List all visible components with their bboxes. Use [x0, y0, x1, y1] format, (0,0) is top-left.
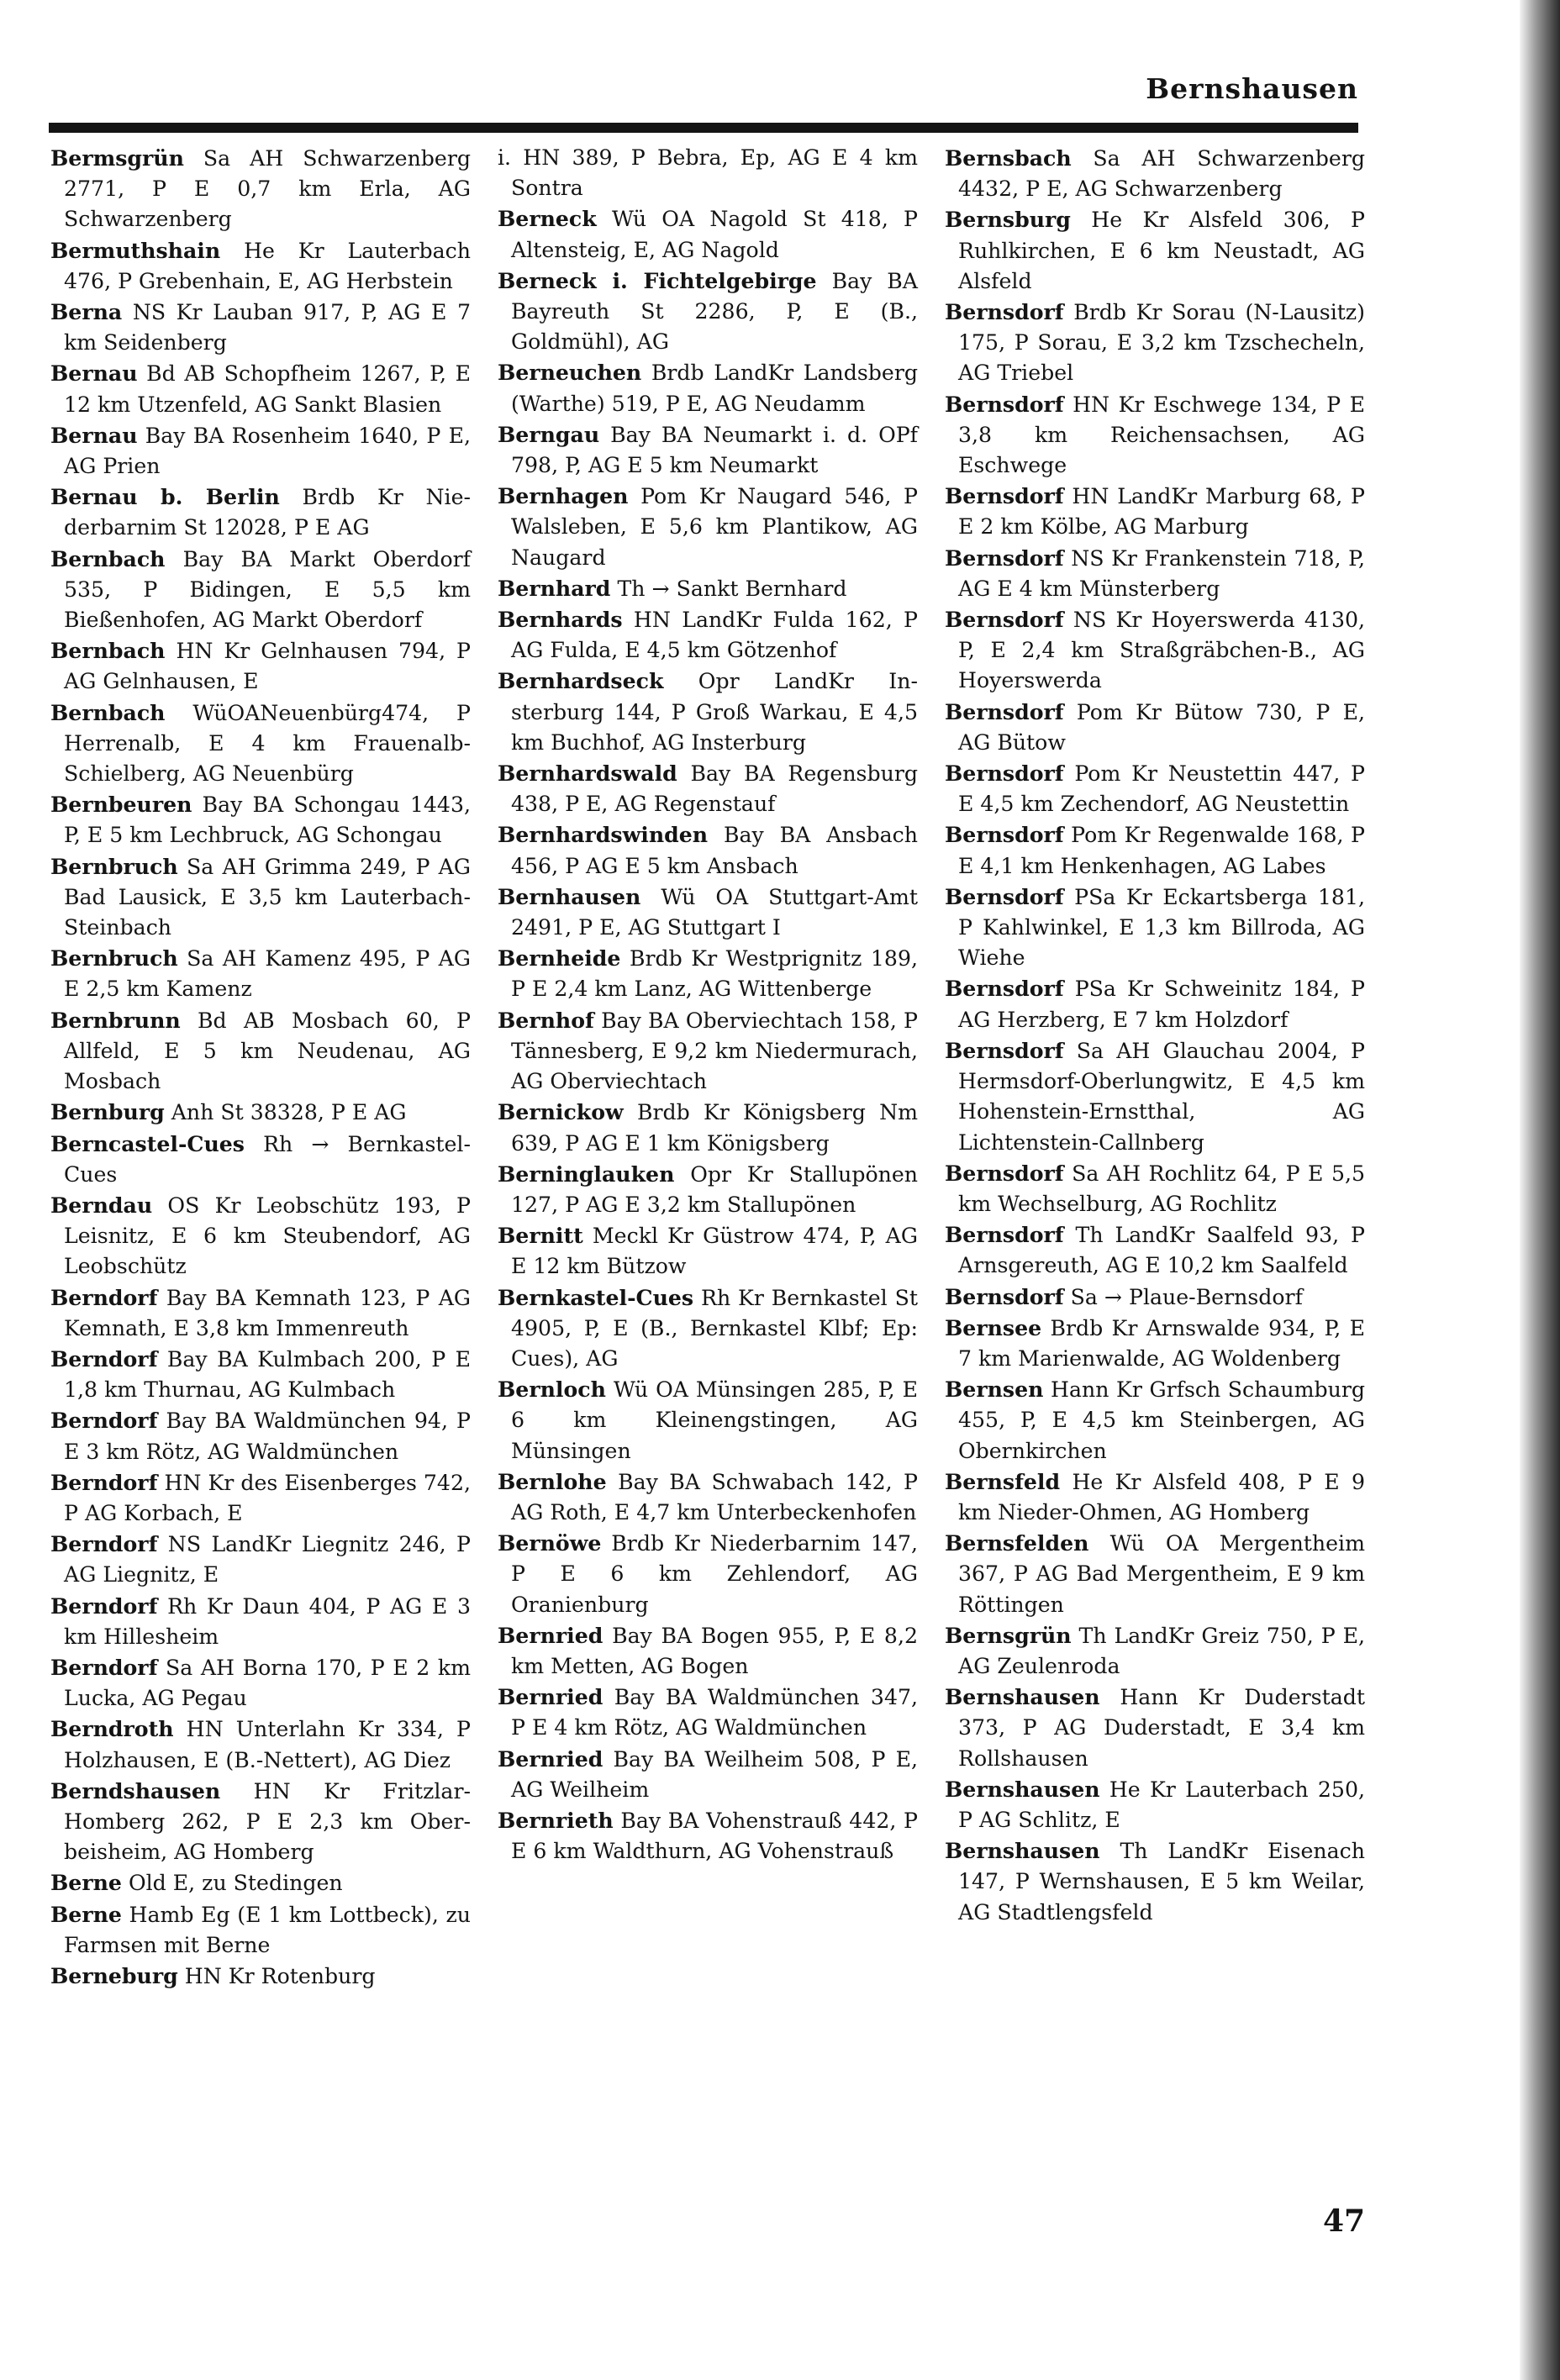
- entry-text: Wü OA Stuttgart-Amt 2491, P E, AG Stuttgart I: [511, 884, 918, 940]
- entry-text: Rh → Bernkastel-Cues: [64, 1131, 472, 1187]
- entry-headword: Bernrieth: [498, 1807, 614, 1833]
- entry-text: Brdb Kr Niederbarnim 147, P E 6 km Zehlendorf, AG Oranienburg: [511, 1531, 918, 1617]
- entry-headword: Bernried: [498, 1746, 603, 1772]
- entry-headword: Bernkastel-Cues: [498, 1284, 694, 1310]
- entry-text: Old E, zu Stedingen: [128, 1871, 343, 1896]
- gazetteer-entry: [50, 789, 471, 850]
- gazetteer-entry: [50, 943, 471, 1004]
- gazetteer-entry: [945, 1374, 1365, 1466]
- entry-text: Bd AB Mosbach 60, P Allfeld, E 5 km Neudenau, AG Mosbach: [64, 1008, 471, 1094]
- gazetteer-entry: [50, 1591, 471, 1652]
- entry-text: PSa Kr Eckartsberga 181, P Kahlwinkel, E 1,3 km Billroda, AG Wiehe: [958, 884, 1365, 971]
- entry-text: Bay BA Kemnath 123, P AG Kemnath, E 3,8 km Immenreuth: [64, 1285, 471, 1340]
- gazetteer-entry: [945, 543, 1365, 604]
- entry-text: i. HN 389, P Bebra, Ep, AG E 4 km Sontra: [498, 145, 918, 201]
- entry-text: Bay BA Ansbach 456, P AG E 5 km Ansbach: [511, 823, 918, 878]
- entry-headword: Bernitt: [498, 1223, 583, 1249]
- gazetteer-entry: [945, 1620, 1365, 1682]
- entry-text: Bay BA Schwabach 142, P AG Roth, E 4,7 km Unterbeckenhofen: [511, 1469, 919, 1524]
- entry-headword: Bernhof: [498, 1007, 594, 1033]
- gazetteer-entry: [498, 758, 918, 819]
- gazetteer-entry: [50, 851, 471, 944]
- entry-headword: Bernbach: [50, 699, 166, 725]
- gazetteer-entry: [498, 943, 918, 1004]
- entry-headword: Berne: [50, 1901, 122, 1927]
- entry-text: Hann Kr Duderstadt 373, P AG Duderstadt, E 3,4 km Rollshausen: [958, 1685, 1365, 1771]
- entry-headword: Bernsfeld: [945, 1468, 1061, 1494]
- gazetteer-entry: [50, 1529, 471, 1590]
- entry-text: Rh Kr Daun 404, P AG E 3 km Hillesheim: [64, 1593, 471, 1649]
- entry-headword: Bernsdorf: [945, 1222, 1064, 1248]
- gazetteer-entry: [498, 1282, 918, 1375]
- gazetteer-entry: [945, 1682, 1365, 1774]
- entry-headword: Bernbeuren: [50, 792, 192, 818]
- entry-headword: Bernickow: [498, 1099, 624, 1125]
- gazetteer-entry: [50, 1776, 471, 1868]
- entry-text: Meckl Kr Güstrow 474, P, AG E 12 km Bützow: [511, 1224, 918, 1279]
- entry-headword: Bernshausen: [945, 1838, 1100, 1864]
- entry-headword: Bernsdorf: [945, 761, 1064, 787]
- entry-headword: Bernsdorf: [945, 976, 1064, 1002]
- entry-text: Hann Kr Grfsch Schaumburg 455, P, E 4,5 km Steinbergen, AG Obernkirchen: [958, 1377, 1365, 1463]
- gazetteer-entry: [498, 1620, 918, 1682]
- gazetteer-entry: [945, 1466, 1365, 1528]
- entry-text: Pom Kr Naugard 546, P Walsleben, E 5,6 km Plantikow, AG Naugard: [511, 484, 919, 570]
- gazetteer-entry: [50, 297, 471, 358]
- gazetteer-entry: [50, 420, 471, 482]
- gazetteer-entry: [50, 1467, 471, 1529]
- entry-headword: Berndorf: [50, 1654, 158, 1680]
- entry-headword: Bernbach: [50, 545, 166, 571]
- entry-headword: Bernbach: [50, 638, 166, 664]
- entry-headword: Bernsdorf: [945, 822, 1064, 848]
- entry-text: Th → Sankt Bernhard: [617, 576, 847, 601]
- entry-text: HN Kr Fritzlar-Homberg 262, P E 2,3 km Oberbeisheim, AG Homberg: [64, 1778, 471, 1865]
- gazetteer-entry: [50, 1344, 471, 1405]
- gazetteer-entry: [945, 973, 1365, 1035]
- entry-text: NS Kr Lauban 917, P, AG E 7 km Seidenberg: [64, 300, 471, 355]
- gazetteer-entry: [945, 389, 1365, 482]
- gazetteer-entry: [945, 697, 1365, 758]
- running-head: Bernshausen: [1146, 72, 1358, 105]
- entry-headword: Berndorf: [50, 1408, 158, 1434]
- gazetteer-entry: [945, 1158, 1365, 1219]
- gazetteer-entry: [498, 604, 918, 666]
- gazetteer-entry: [498, 666, 918, 758]
- gazetteer-entry: [50, 1005, 471, 1098]
- gazetteer-entry: [498, 419, 918, 481]
- entry-text: Bay BA Vohenstrauß 442, P E 6 km Waldthurn, AG Vohenstrauß: [511, 1808, 918, 1864]
- entry-text: He Kr Lauterbach 250, P AG Schlitz, E: [958, 1777, 1365, 1832]
- gazetteer-entry: [498, 481, 918, 573]
- entry-headword: Bernsgrün: [945, 1622, 1072, 1648]
- entry-text: HN Kr Rotenburg: [184, 1963, 376, 1988]
- gazetteer-entry: [945, 1035, 1365, 1158]
- header-rule: [49, 123, 1358, 133]
- entry-headword: Berndorf: [50, 1593, 158, 1619]
- entry-headword: Bernhards: [498, 607, 623, 633]
- entry-headword: Bernried: [498, 1622, 603, 1648]
- entry-headword: Bernau: [50, 361, 138, 387]
- gazetteer-entry: [498, 1097, 918, 1158]
- entry-headword: Berneburg: [50, 1962, 178, 1988]
- entry-text: Sa AH Borna 170, P E 2 km Lucka, AG Pegau: [64, 1655, 471, 1711]
- entry-headword: Bernhardswinden: [498, 822, 709, 848]
- entry-text: Pom Kr Neustettin 447, P E 4,5 km Zechendorf, AG Neustettin: [958, 761, 1365, 817]
- gazetteer-entry: [50, 1097, 471, 1128]
- entry-headword: Bernshausen: [945, 1776, 1100, 1802]
- entry-headword: Bernsburg: [945, 207, 1071, 233]
- entry-headword: Berndorf: [50, 1345, 158, 1372]
- entry-headword: Berneck: [498, 206, 597, 232]
- entry-text: Brdb LandKr Landsberg (Warthe) 519, P E, AG Neudamm: [511, 361, 918, 416]
- gazetteer-entry: [498, 573, 918, 604]
- entry-text: Rh Kr Bernkastel St 4905, P, E (B., Bernkastel Klbf; Ep: Cues), AG: [511, 1285, 918, 1371]
- entry-headword: Bernshausen: [945, 1684, 1100, 1710]
- entry-headword: Bernsdorf: [945, 483, 1064, 509]
- entry-headword: Berncastel-Cues: [50, 1130, 245, 1156]
- entry-headword: Berngau: [498, 421, 600, 447]
- entry-headword: Bernhausen: [498, 883, 641, 909]
- entry-text: Sa AH Grimma 249, P AG Bad Lausick, E 3,5 km Lauterbach-Steinbach: [64, 854, 471, 940]
- gazetteer-entry: [50, 1867, 471, 1898]
- gazetteer-entry: [50, 1282, 471, 1344]
- gazetteer-column-2: [498, 143, 918, 1867]
- entry-text: Brdb Kr Westprignitz 189, P E 2,4 km Lanz, AG Wittenberge: [511, 946, 918, 1002]
- entry-headword: Berninglauken: [498, 1161, 675, 1187]
- entry-headword: Bernau b. Berlin: [50, 484, 280, 510]
- gazetteer-entry: [50, 482, 471, 543]
- gazetteer-entry: [498, 1005, 918, 1098]
- entry-text: Hamb Eg (E 1 km Lottbeck), zu Farmsen mit Berne: [64, 1902, 471, 1957]
- entry-headword: Bernlohe: [498, 1468, 607, 1494]
- entry-headword: Bernbruch: [50, 853, 178, 879]
- entry-text: Th LandKr Greiz 750, P E, AG Zeulenroda: [958, 1623, 1365, 1678]
- entry-text: Pom Kr Regenwalde 168, P E 4,1 km Henkenhagen, AG Labes: [958, 823, 1365, 878]
- entry-headword: Bernbruch: [50, 945, 178, 971]
- entry-headword: Bernau: [50, 422, 138, 448]
- entry-headword: Bernburg: [50, 1099, 165, 1125]
- entry-headword: Bermsgrün: [50, 145, 184, 171]
- entry-headword: Bernsdorf: [945, 545, 1064, 571]
- entry-headword: Bernried: [498, 1684, 603, 1710]
- gazetteer-entry: [498, 266, 918, 358]
- entry-headword: Bernsdorf: [945, 883, 1064, 909]
- entry-headword: Bernsbach: [945, 145, 1072, 171]
- entry-text: HN LandKr Fulda 162, P AG Fulda, E 4,5 km Götzenhof: [511, 608, 918, 663]
- entry-headword: Bernhard: [498, 575, 611, 601]
- gazetteer-entry: [498, 1682, 918, 1743]
- entry-text: Sa AH Kamenz 495, P AG E 2,5 km Kamenz: [64, 946, 471, 1002]
- entry-text: Bay BA Regensburg 438, P E, AG Regenstauf: [511, 761, 918, 817]
- entry-headword: Bernheide: [498, 945, 621, 971]
- entry-headword: Bernsdorf: [945, 1037, 1064, 1063]
- gazetteer-entry: [498, 1528, 918, 1620]
- gazetteer-entry: [50, 235, 471, 297]
- entry-headword: Bernsdorf: [945, 698, 1064, 724]
- entry-text: Th LandKr Eisenach 147, P Wernshausen, E 5 km Weilar, AG Stadtlengsfeld: [958, 1839, 1365, 1925]
- gazetteer-entry: [498, 143, 918, 203]
- entry-headword: Berndshausen: [50, 1777, 221, 1803]
- entry-headword: Berna: [50, 299, 123, 325]
- gazetteer-entry: [498, 1374, 918, 1466]
- entry-headword: Bernhagen: [498, 483, 629, 509]
- entry-headword: Berndorf: [50, 1469, 158, 1495]
- entry-headword: Bernhardswald: [498, 761, 677, 787]
- entry-text: HN Kr Eschwege 134, P E 3,8 km Reichensachsen, AG Eschwege: [958, 392, 1365, 478]
- entry-text: Sa → Plaue-Bernsdorf: [1070, 1284, 1303, 1309]
- entry-text: NS Kr Hoyerswerda 4130, P, E 2,4 km Straßgräbchen-B., AG Hoyerswerda: [958, 608, 1366, 693]
- gazetteer-entry: [50, 143, 471, 235]
- gazetteer-entry: [945, 204, 1365, 297]
- entry-text: Pom Kr Bütow 730, P E, AG Bütow: [958, 699, 1365, 755]
- entry-text: WüOANeuenbürg474, P Herrenalb, E 4 km Frauenalb-Schielberg, AG Neuenbürg: [64, 700, 471, 787]
- gazetteer-entry: [945, 1219, 1365, 1281]
- entry-text: Brdb Kr Sorau (N-Lausitz) 175, P Sorau, E 3,2 km Tzschecheln, AG Triebel: [958, 300, 1365, 386]
- gazetteer-entry: [50, 1190, 471, 1282]
- entry-headword: Bernsfelden: [945, 1530, 1089, 1556]
- entry-text: Bay BA Weilheim 508, P E, AG Weilheim: [511, 1746, 918, 1802]
- entry-text: Bay BA Oberviechtach 158, P Tännesberg, E 9,2 km Niedermurach, AG Oberviechtach: [511, 1008, 919, 1094]
- gazetteer-entry: [945, 1528, 1365, 1620]
- entry-headword: Bernsen: [945, 1377, 1044, 1403]
- gazetteer-entry: [945, 604, 1365, 697]
- entry-text: Bd AB Schopfheim 1267, P, E 12 km Utzenfeld, AG Sankt Blasien: [64, 361, 471, 417]
- gazetteer-entry: [50, 1961, 471, 1992]
- gazetteer-entry: [50, 1129, 471, 1190]
- entry-text: Sa AH Glauchau 2004, P Hermsdorf-Oberlungwitz, E 4,5 km Hohenstein-Ernstthal, AG Lichtenstein-Callnberg: [958, 1038, 1365, 1155]
- gazetteer-entry: [945, 758, 1365, 819]
- entry-headword: Berneck i. Fichtelgebirge: [498, 267, 817, 293]
- entry-text: Bay BA Bayreuth St 2286, P, E (B., Goldmühl), AG: [511, 268, 918, 355]
- entry-headword: Bernloch: [498, 1377, 606, 1403]
- gazetteer-entry: [498, 882, 918, 943]
- gazetteer-entry: [945, 1835, 1365, 1928]
- gazetteer-entry: [498, 203, 918, 265]
- entry-text: He Kr Alsfeld 408, P E 9 km Nieder-Ohmen, AG Homberg: [958, 1469, 1365, 1524]
- entry-text: Anh St 38328, P E AG: [171, 1100, 407, 1125]
- entry-headword: Bernsdorf: [945, 607, 1064, 633]
- gazetteer-entry: [498, 1744, 918, 1805]
- entry-text: Bay BA Waldmünchen 347, P E 4 km Rötz, AG Waldmünchen: [511, 1685, 918, 1740]
- entry-text: Bay BA Kulmbach 200, P E 1,8 km Thurnau, AG Kulmbach: [64, 1346, 471, 1403]
- entry-headword: Berneuchen: [498, 360, 642, 386]
- entry-text: Brdb Kr Arnswalde 934, P, E 7 km Marienwalde, AG Woldenberg: [958, 1315, 1365, 1371]
- gazetteer-entry: [945, 882, 1365, 974]
- gazetteer-entry: [50, 544, 471, 636]
- gazetteer-entry: [50, 635, 471, 697]
- page-number: 47: [1323, 2204, 1366, 2239]
- entry-text: Wü OA Mergentheim 367, P AG Bad Mergentheim, E 9 km Röttingen: [958, 1531, 1365, 1617]
- gazetteer-column-3: [945, 143, 1365, 1928]
- entry-text: Wü OA Münsingen 285, P, E 6 km Kleinengstingen, AG Münsingen: [511, 1377, 918, 1463]
- gazetteer-column-1: [50, 143, 471, 1992]
- gazetteer-entry: [50, 1652, 471, 1714]
- entry-text: Brdb Kr Niederbarnim St 12028, P E AG: [64, 485, 471, 540]
- entry-text: Sa AH Rochlitz 64, P E 5,5 km Wechselburg, AG Rochlitz: [958, 1161, 1365, 1216]
- entry-headword: Bernsdorf: [945, 391, 1064, 417]
- gazetteer-entry: [498, 1159, 918, 1220]
- entry-text: Bay BA Rosenheim 1640, P E, AG Prien: [64, 423, 471, 479]
- gazetteer-entry: [945, 819, 1365, 881]
- entry-text: He Kr Alsfeld 306, P Ruhlkirchen, E 6 km Neustadt, AG Alsfeld: [958, 208, 1365, 293]
- entry-headword: Berndorf: [50, 1531, 158, 1557]
- gazetteer-entry: [498, 819, 918, 881]
- entry-headword: Berndau: [50, 1192, 153, 1218]
- entry-text: Opr LandKr Insterburg 144, P Groß Warkau, E 4,5 km Buchhof, AG Insterburg: [511, 669, 918, 755]
- entry-text: Bay BA Schongau 1443, P, E 5 km Lechbruck, AG Schongau: [64, 792, 471, 848]
- gazetteer-entry: [498, 357, 918, 419]
- entry-text: HN Kr des Eisenberges 742, P AG Korbach, E: [64, 1470, 471, 1525]
- entry-text: Bay BA Bogen 955, P, E 8,2 km Metten, AG Bogen: [511, 1623, 918, 1678]
- entry-text: Brdb Kr Königsberg Nm 639, P AG E 1 km Königsberg: [511, 1100, 918, 1156]
- entry-text: Bay BA Waldmünchen 94, P E 3 km Rötz, AG Waldmünchen: [64, 1409, 471, 1464]
- entry-text: Th LandKr Saalfeld 93, P Arnsgereuth, AG E 10,2 km Saalfeld: [958, 1223, 1365, 1278]
- gazetteer-entry: [945, 481, 1365, 542]
- entry-text: HN Unterlahn Kr 334, P Holzhausen, E (B.-Nettert), AG Diez: [64, 1717, 471, 1772]
- gazetteer-entry: [498, 1466, 918, 1528]
- gazetteer-entry: [945, 1774, 1365, 1835]
- gazetteer-entry: [945, 143, 1365, 204]
- entry-headword: Berndroth: [50, 1716, 174, 1742]
- entry-text: NS Kr Frankenstein 718, P, AG E 4 km Münsterberg: [958, 545, 1365, 601]
- gazetteer-entry: [50, 1714, 471, 1775]
- entry-text: Sa AH Schwarzenberg 4432, P E, AG Schwarzenberg: [958, 146, 1365, 202]
- entry-text: Opr Kr Stallupönen 127, P AG E 3,2 km Stallupönen: [511, 1161, 918, 1217]
- gazetteer-entry: [50, 1899, 471, 1961]
- gazetteer-entry: [498, 1805, 918, 1867]
- entry-headword: Bernsdorf: [945, 1283, 1064, 1309]
- entry-headword: Bernsdorf: [945, 1160, 1064, 1186]
- gazetteer-entry: [945, 1282, 1365, 1313]
- entry-headword: Bernsdorf: [945, 299, 1064, 325]
- entry-text: OS Kr Leobschütz 193, P Leisnitz, E 6 km Steubendorf, AG Leobschütz: [64, 1193, 472, 1279]
- gazetteer-entry: [945, 297, 1365, 389]
- entry-text: Wü OA Nagold St 418, P Altensteig, E, AG Nagold: [511, 207, 919, 262]
- entry-headword: Bermuthshain: [50, 237, 221, 263]
- entry-headword: Berndorf: [50, 1284, 158, 1310]
- gazetteer-entry: [50, 1405, 471, 1466]
- entry-text: HN LandKr Marburg 68, P E 2 km Kölbe, AG Marburg: [958, 484, 1365, 540]
- gazetteer-entry: [945, 1313, 1365, 1374]
- entry-headword: Bernsee: [945, 1314, 1042, 1340]
- gazetteer-entry: [50, 698, 471, 790]
- entry-text: PSa Kr Schweinitz 184, P AG Herzberg, E 7 km Holzdorf: [958, 977, 1365, 1032]
- entry-text: He Kr Lauterbach 476, P Grebenhain, E, AG Herbstein: [64, 238, 471, 293]
- gazetteer-entry: [50, 358, 471, 419]
- entry-text: Bay BA Markt Oberdorf 535, P Bidingen, E 5,5 km Bießenhofen, AG Markt Oberdorf: [64, 546, 471, 633]
- gazetteer-entry: [498, 1220, 918, 1282]
- entry-text: Sa AH Schwarzenberg 2771, P E 0,7 km Erla, AG Schwarzenberg: [64, 146, 471, 232]
- entry-headword: Bernöwe: [498, 1530, 602, 1556]
- entry-headword: Berne: [50, 1870, 122, 1896]
- entry-headword: Bernhardseck: [498, 668, 664, 694]
- page-edge-shadow: [1520, 0, 1560, 2380]
- entry-text: Bay BA Neumarkt i. d. OPf 798, P, AG E 5 km Neumarkt: [511, 422, 918, 478]
- entry-headword: Bernbrunn: [50, 1007, 181, 1033]
- entry-text: NS LandKr Liegnitz 246, P AG Liegnitz, E: [64, 1532, 471, 1588]
- entry-text: HN Kr Gelnhausen 794, P AG Gelnhausen, E: [64, 639, 471, 694]
